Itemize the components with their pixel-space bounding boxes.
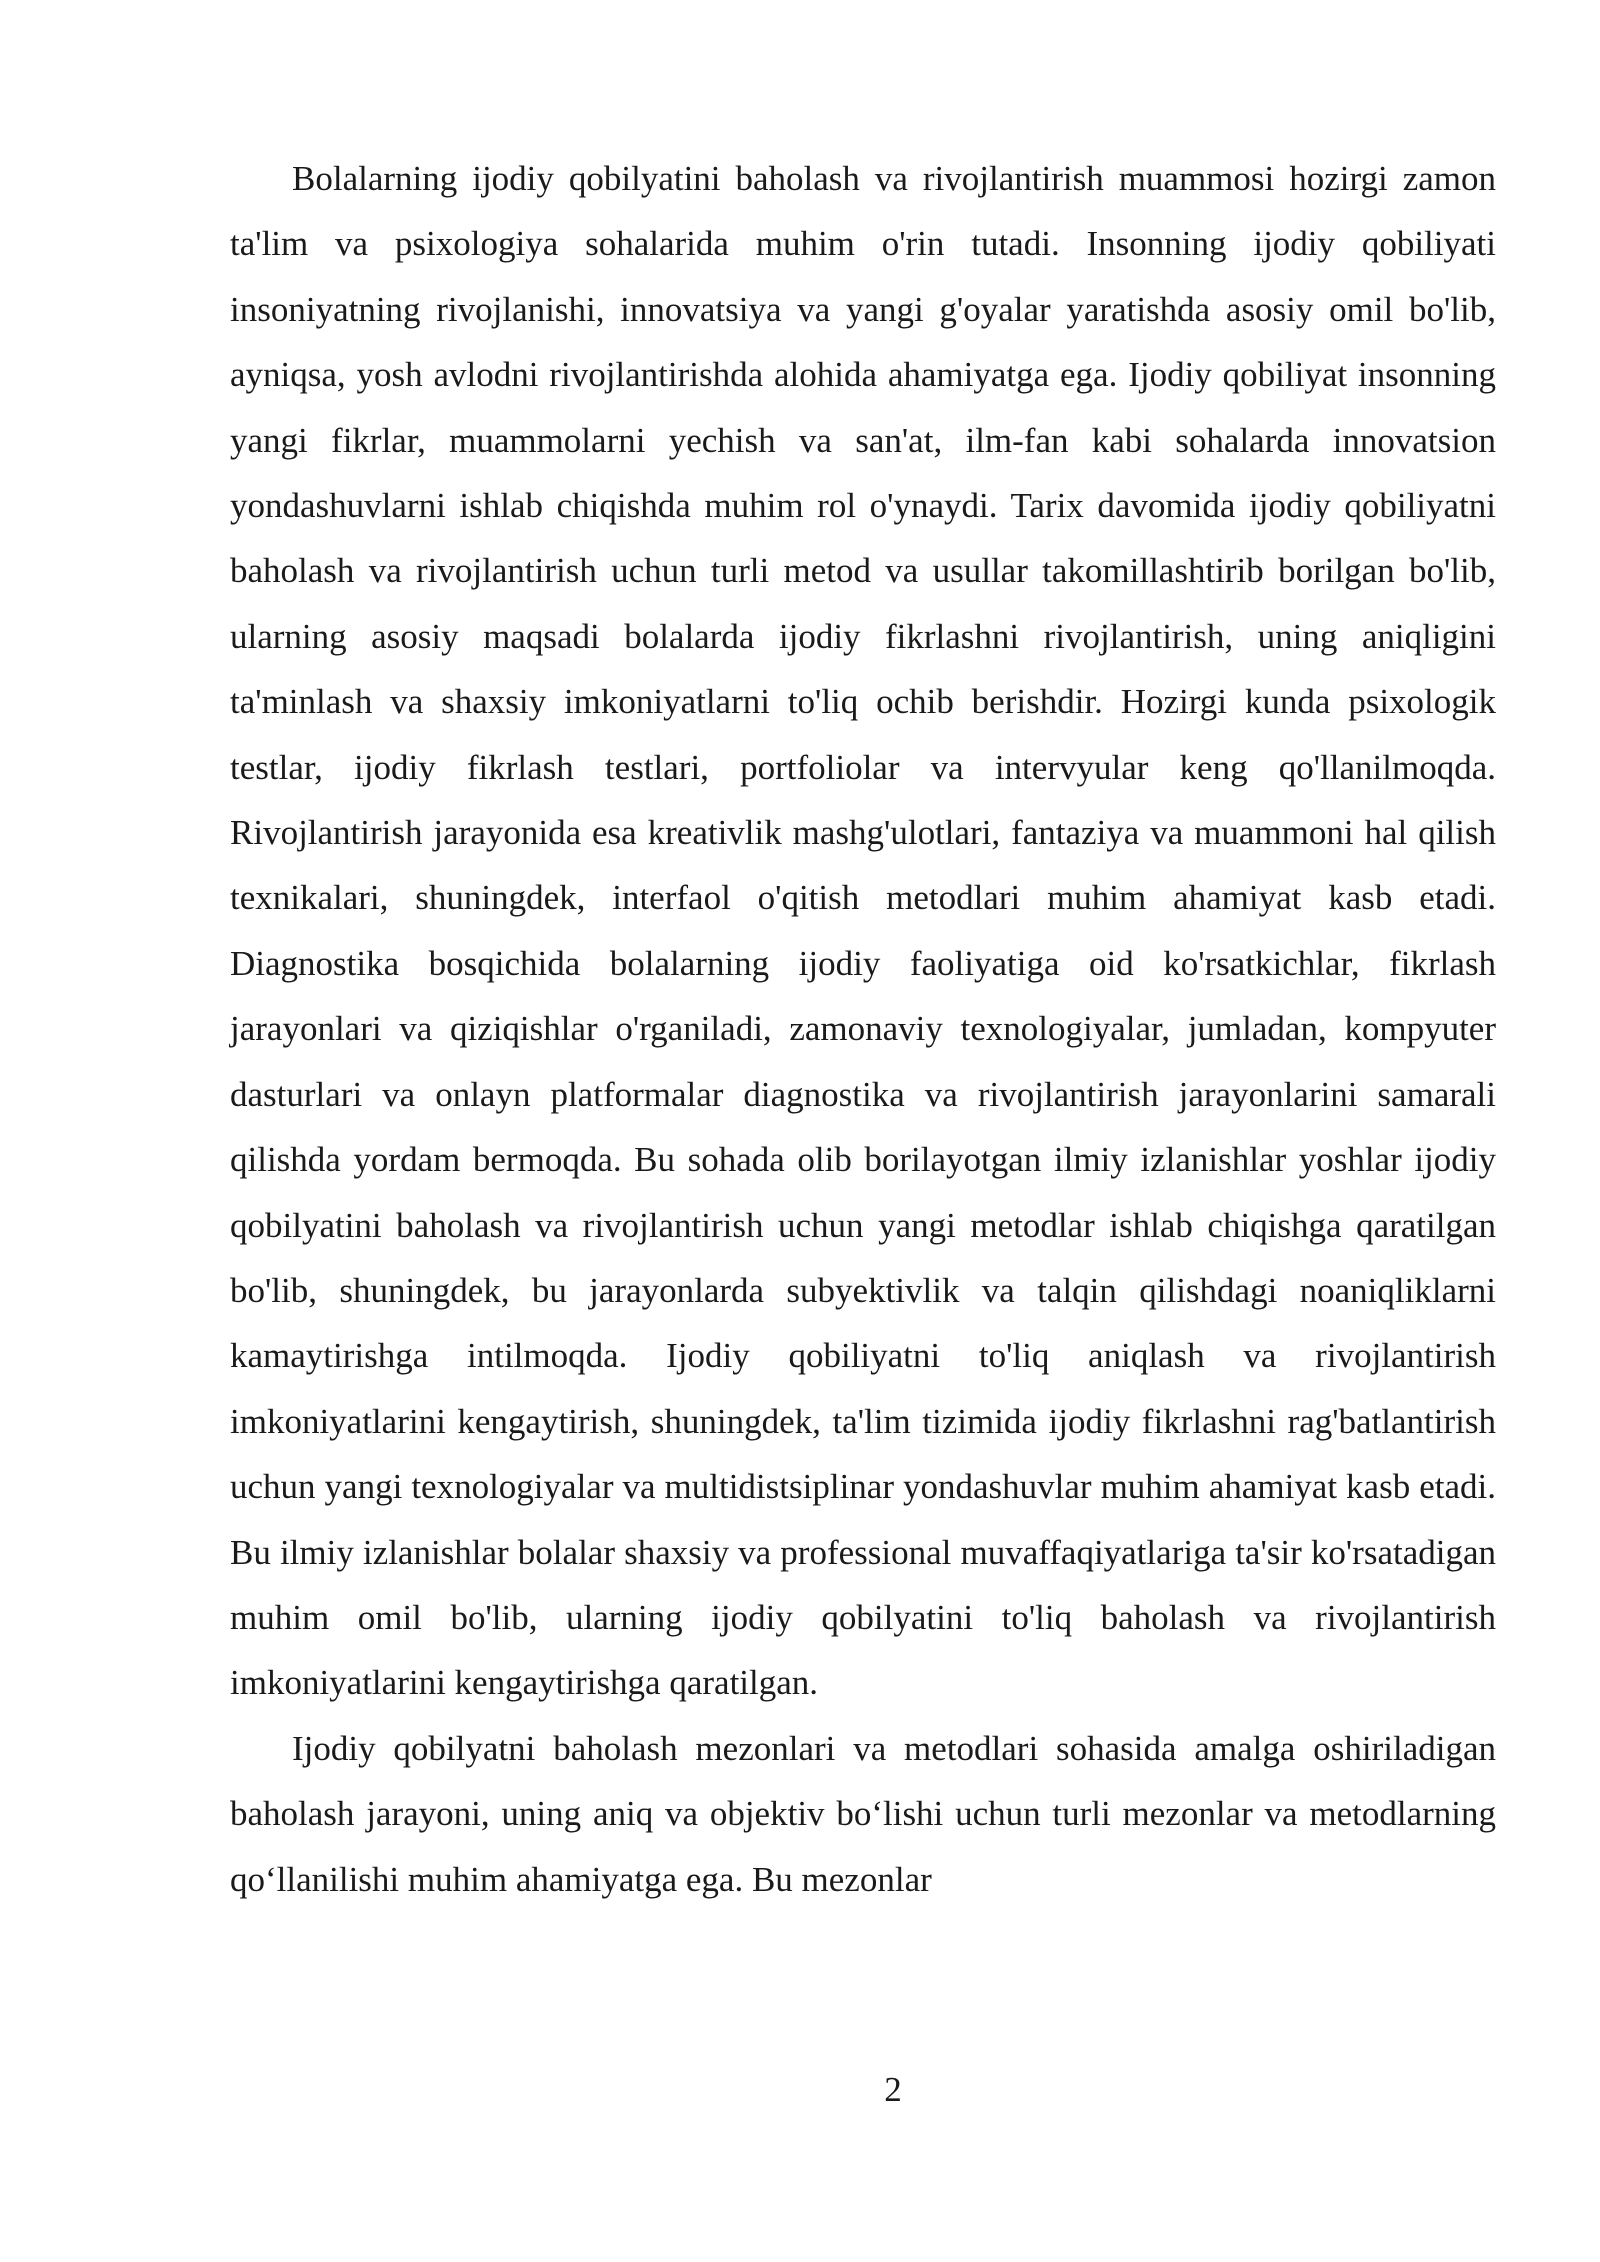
body-text — [230, 146, 1496, 1912]
page-number: 2 — [884, 2070, 902, 2109]
paragraph-1: Bolalarning ijodiy qobilyatini baholash va rivojlantirish muammosi hozirgi zamon ta'lim va psixologiya sohalarida muhim o'rin tutadi. Insonning ijodiy qobiliyati insoniyatning rivojlanishi, innovatsiya va yangi g'oyalar yaratishda asosiy omil bo'lib, ayniqsa, yosh avlodni rivojlantirishda alohida ahamiyatga ega. Ijodiy qobiliyat insonning yangi fikrlar, muammolarni yechish va san'at, ilm-fan kabi sohalarda innovatsion yondashuvlarni ishlab chiqishda muhim rol o'ynaydi. Tarix davomida ijodiy qobiliyatni baholash va rivojlantirish uchun turli metod va usullar takomillashtirib borilgan bo'lib, ularning asosiy maqsadi bolalarda ijodiy fikrlashni rivojlantirish, uning aniqligini ta'minlash va shaxsiy imkoniyatlarni to'liq ochib berishdir. Hozirgi kunda psixologik testlar, ijodiy fikrlash testlari, portfoliolar va intervyular keng qo'llanilmoqda. Rivojlantirish jarayonida esa kreativlik mashg'ulotlari, fantaziya va muammoni hal qilish texnikalari, shuningdek, interfaol o'qitish metodlari muhim ahamiyat kasb etadi. Diagnostika bosqichida bolalarning ijodiy faoliyatiga oid ko'rsatkichlar, fikrlash jarayonlari va qiziqishlar o'rganiladi, zamonaviy texnologiyalar, jumladan, kompyuter dasturlari va onlayn platformalar diagnostika va rivojlantirish jarayonlarini samarali qilishda yordam bermoqda. Bu sohada olib borilayotgan ilmiy izlanishlar yoshlar ijodiy qobilyatini baholash va rivojlantirish uchun yangi metodlar ishlab chiqishga qaratilgan bo'lib, shuningdek, bu jarayonlarda subyektivlik va talqin qilishdagi noaniqliklarni kamaytirishga intilmoqda. Ijodiy qobiliyatni to'liq aniqlash va rivojlantirish imkoniyatlarini kengaytirish, shuningdek, ta'lim tizimida ijodiy fikrlashni rag'batlantirish uchun yangi texnologiyalar va multidistsiplinar yondashuvlar muhim ahamiyat kasb etadi. Bu ilmiy izlanishlar bolalar shaxsiy va professional muvaffaqiyatlariga ta'sir ko'rsatadigan muhim omil bo'lib, ularning ijodiy qobilyatini to'liq baholash va rivojlantirish imkoniyatlarini kengaytirishga qaratilgan. — [230, 159, 1496, 1703]
paragraph-2: Ijodiy qobilyatni baholash mezonlari va metodlari sohasida amalga oshiriladigan baholash jarayoni, uning aniq va objektiv boʻlishi uchun turli mezonlar va metodlarning qoʻllanilishi muhim ahamiyatga ega. Bu mezonlar — [230, 1728, 1496, 1899]
